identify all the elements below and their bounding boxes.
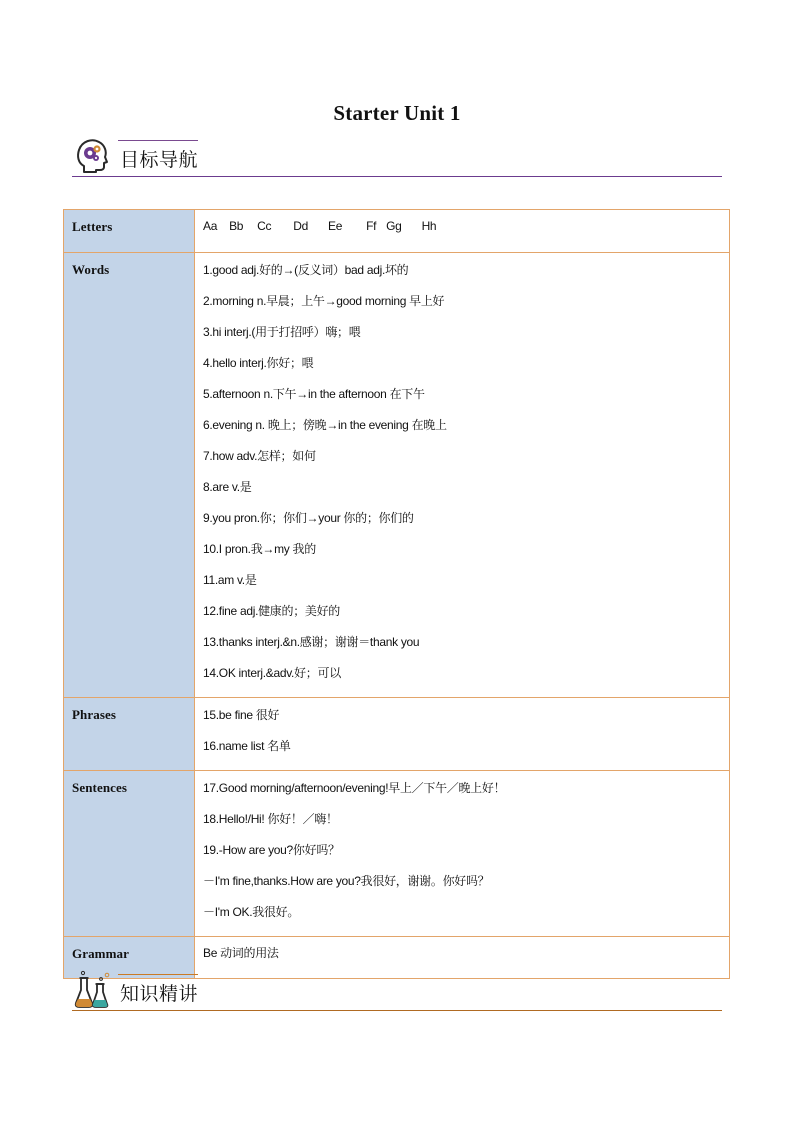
list-item: 5.afternoon n.下午→in the afternoon 在下午 (203, 387, 425, 401)
list-item: 16.name list 名单 (203, 739, 291, 753)
table-row-sentences (64, 771, 730, 937)
list-item: Be 动词的用法 (203, 946, 279, 960)
section-header-goals (70, 136, 722, 180)
letter-pair: Ee (327, 219, 343, 233)
lab-flasks-icon (74, 970, 110, 1010)
list-item: 1.good adj.好的→(反义词）bad adj.坏的 (203, 263, 409, 277)
list-item: －I'm OK.我很好。 (203, 905, 300, 919)
list-item: 4.hello interj.你好；喂 (203, 356, 314, 370)
letter-pair: Cc (257, 219, 272, 233)
section-top-line (118, 140, 198, 141)
list-item: 6.evening n. 晚上；傍晚→in the evening 在晚上 (203, 418, 447, 432)
letter-pair: Dd (293, 219, 308, 233)
list-item: 10.I pron.我→my 我的 (203, 542, 316, 556)
section-title: 知识精讲 (120, 983, 199, 1005)
list-item: 18.Hello!/Hi! 你好！／嗨！ (203, 812, 338, 826)
list-item: 9.you pron.你；你们→your 你的；你们的 (203, 511, 414, 525)
list-item: 11.am v.是 (203, 573, 257, 587)
letters-list (203, 215, 729, 246)
row-content (195, 771, 730, 937)
list-item: 13.thanks interj.&n.感谢；谢谢＝thank you (203, 635, 420, 649)
list-item: 15.be fine 很好 (203, 708, 280, 722)
row-content (195, 253, 730, 698)
row-content (195, 698, 730, 771)
list-item: －I'm fine,thanks.How are you?我很好，谢谢。你好吗？ (203, 874, 490, 888)
table-row-letters (64, 210, 730, 253)
letter-pair: Aa (203, 219, 218, 233)
row-header: Letters (64, 210, 195, 253)
list-item: 7.how adv.怎样；如何 (203, 449, 316, 463)
row-content (195, 210, 730, 253)
list-item: 8.are v.是 (203, 480, 252, 494)
head-gears-icon (74, 136, 110, 176)
table-row-phrases (64, 698, 730, 771)
section-top-line (118, 974, 198, 975)
list-item: 17.Good morning/afternoon/evening!早上／下午／晚上好！ (203, 781, 506, 795)
section-title: 目标导航 (120, 149, 199, 171)
row-header: Grammar (64, 937, 195, 979)
letter-pair: Hh (421, 219, 437, 233)
letter-pair: Gg (386, 219, 402, 233)
list-item: 3.hi interj.(用于打招呼）嗨；喂 (203, 325, 361, 339)
letter-pair: Bb (229, 219, 244, 233)
letter-pair: Ff (366, 219, 377, 233)
list-item: 19.-How are you?你好吗？ (203, 843, 340, 857)
section-divider (72, 176, 722, 177)
list-item: 2.morning n.早晨；上午→good morning 早上好 (203, 294, 445, 308)
row-header: Phrases (64, 698, 195, 771)
section-header-knowledge (70, 970, 722, 1014)
list-item: 14.OK interj.&adv.好；可以 (203, 666, 341, 680)
list-item: 12.fine adj.健康的；美好的 (203, 604, 341, 618)
page-title: Starter Unit 1 (333, 101, 461, 125)
row-header: Sentences (64, 771, 195, 937)
table-row-words (64, 253, 730, 698)
section-divider (72, 1010, 722, 1011)
row-header: Words (64, 253, 195, 698)
vocabulary-table (63, 209, 730, 979)
